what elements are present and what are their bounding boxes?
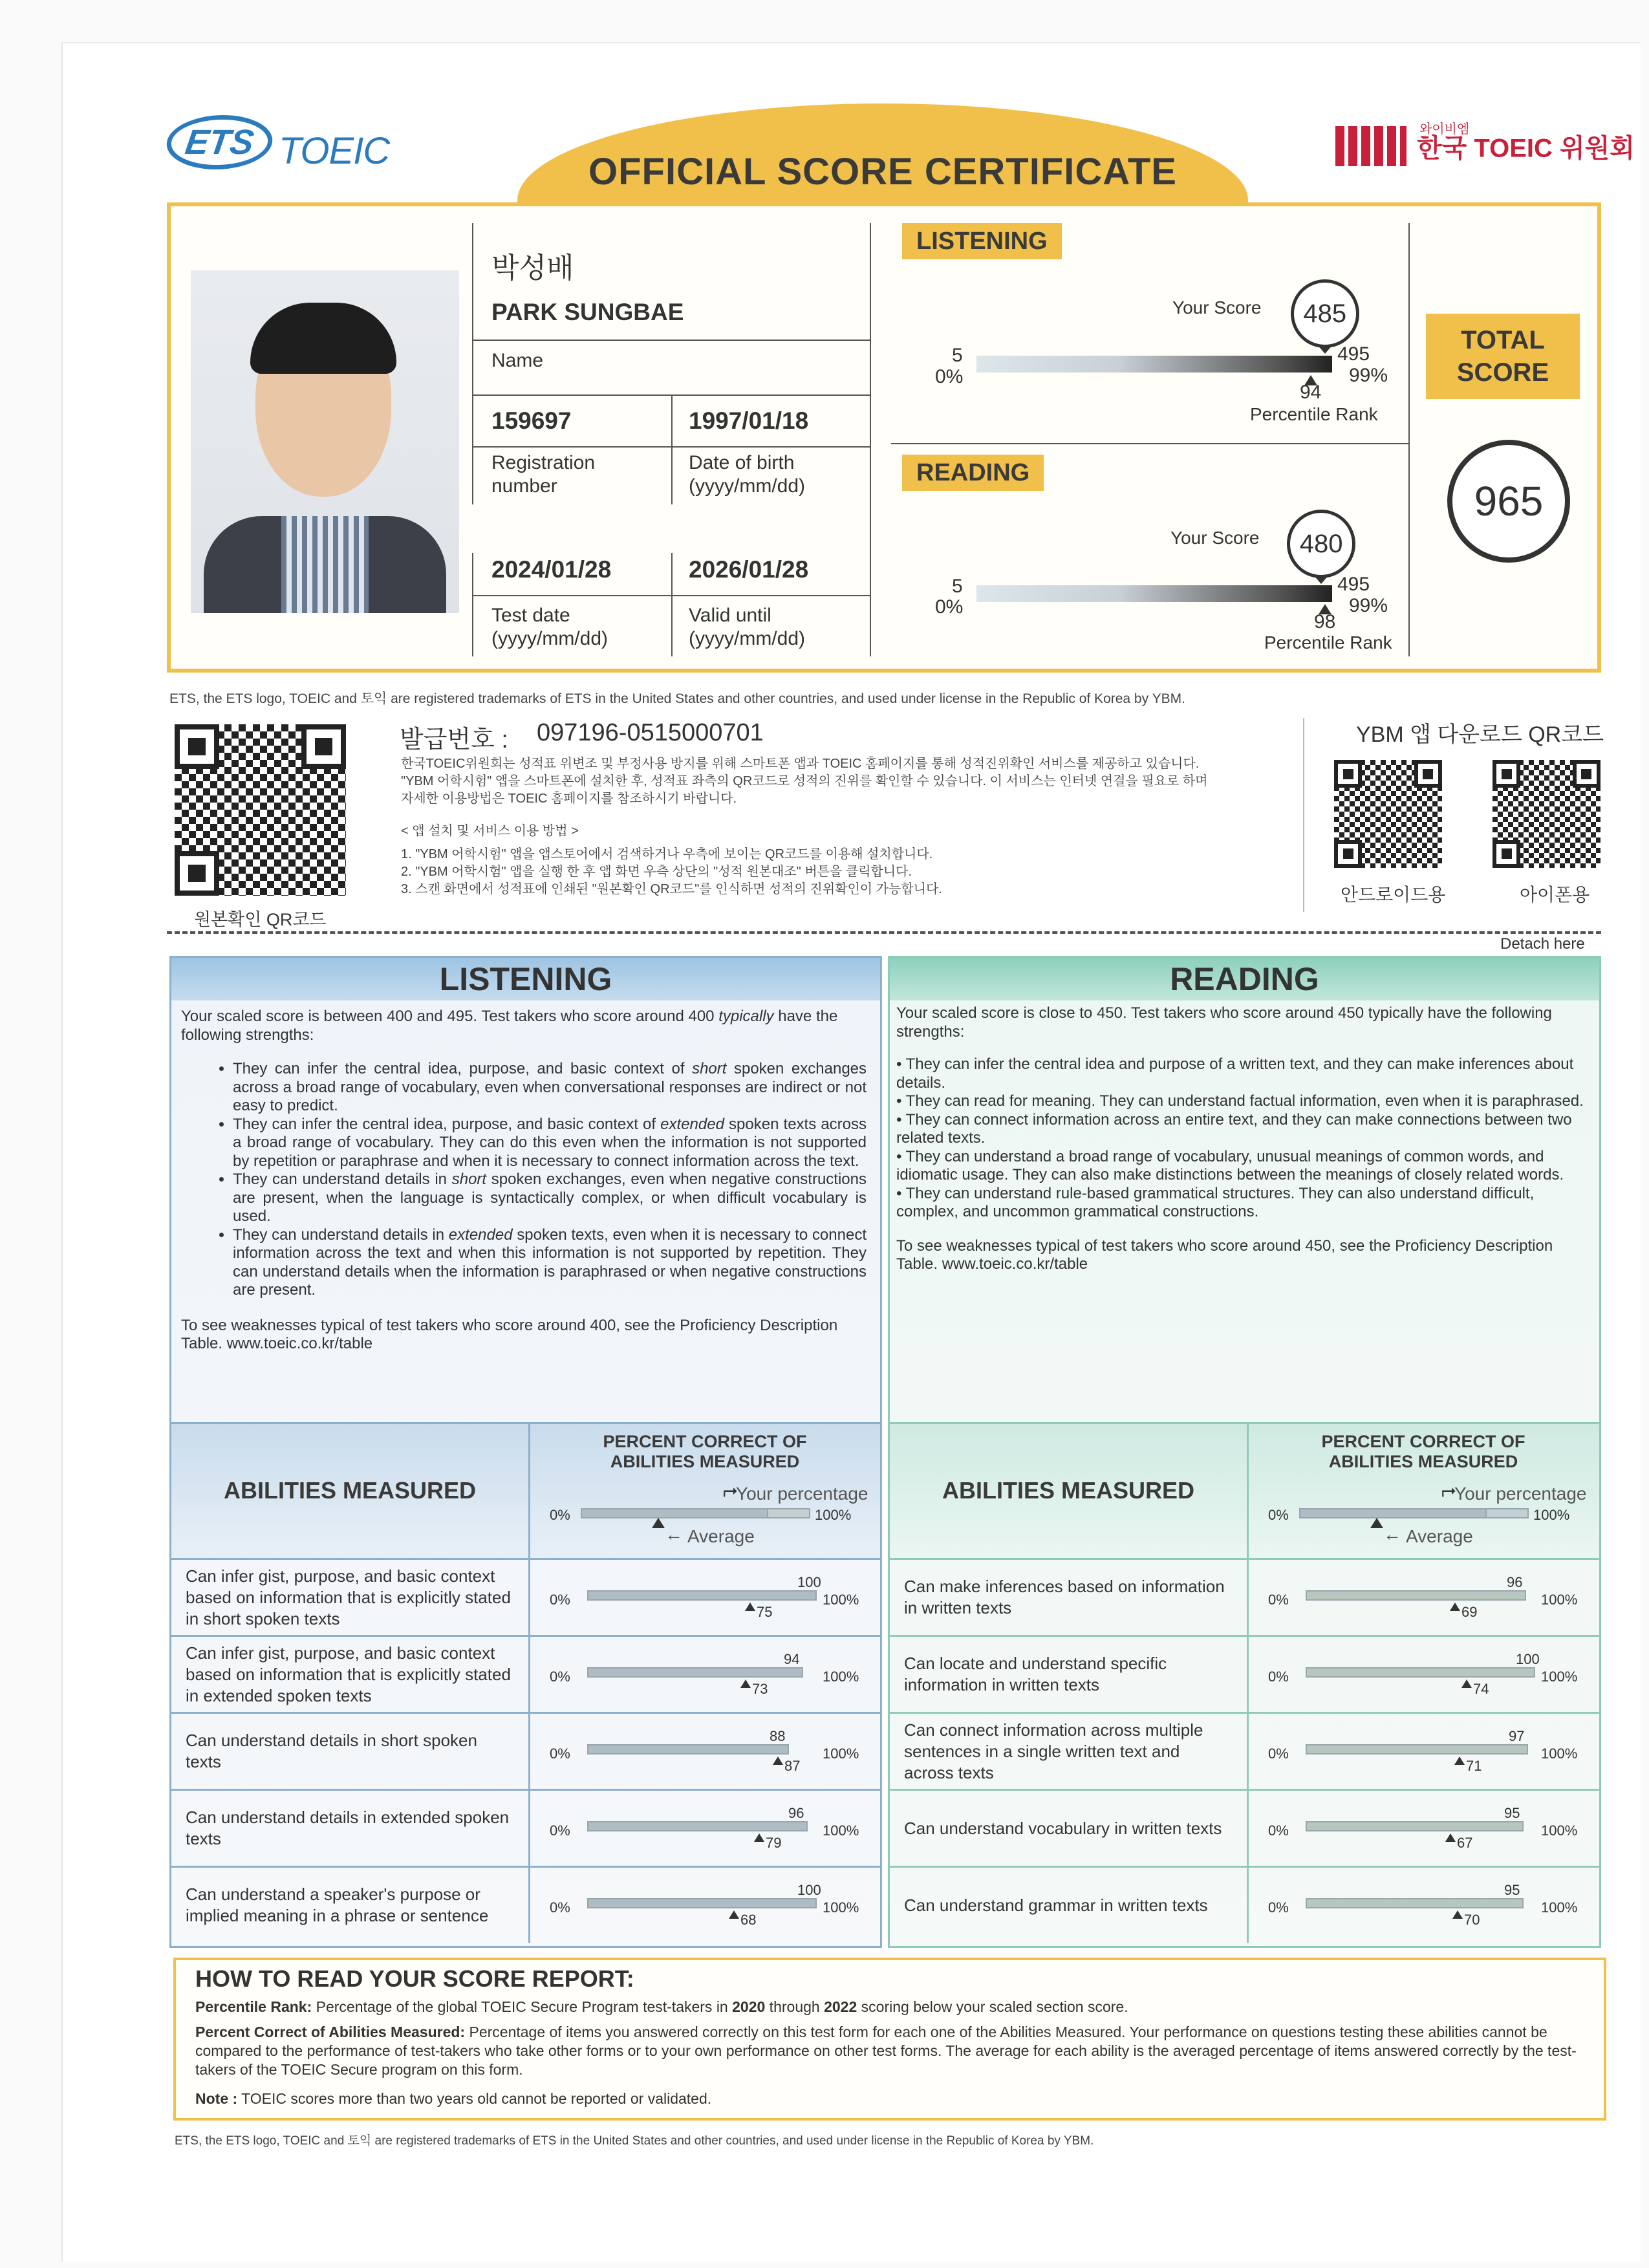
- divider: [472, 340, 870, 341]
- note-explanation: Note : TOEIC scores more than two years old cannot be reported or validated.: [195, 2090, 712, 2107]
- ability-zero-pct: 0%: [1268, 1669, 1289, 1685]
- average-arrow-icon: ←: [665, 1524, 683, 1544]
- ybm-logo: [1335, 122, 1635, 166]
- issue-paragraph-1: 한국TOEIC위원회는 성적표 위변조 및 부정사용 방지를 위해 스마트폰 앱과 TOEIC 홈페이지를 통해 성적진위확인 서비스를 제공하고 있습니다.: [401, 757, 1200, 771]
- divider: [472, 223, 473, 504]
- photo-hair: [250, 303, 396, 374]
- ability-your-bar: [1306, 1821, 1524, 1831]
- your-percentage-legend: Your percentage: [1454, 1484, 1587, 1504]
- listening-percentile: 94: [1300, 382, 1322, 403]
- reading-max-pct: 99%: [1349, 595, 1388, 616]
- qr-finder-icon: [301, 724, 346, 769]
- reading-score-pointer-icon: [1313, 575, 1329, 584]
- total-label-1: TOTAL: [1461, 326, 1545, 354]
- ability-zero-pct: 0%: [550, 1822, 570, 1839]
- page-title: OFFICIAL SCORE CERTIFICATE: [588, 151, 1177, 193]
- listening-strength-3: • They can understand details in short spoken exchanges, even when negative constructions are present, when the language is syntactically complex, or when difficult vocabulary is used.: [233, 1171, 867, 1226]
- ability-hundred-pct: 100%: [823, 1592, 859, 1608]
- reading-percentile-label: Percentile Rank: [1264, 632, 1392, 653]
- ability-label: Can make inferences based on information in written texts: [904, 1577, 1225, 1617]
- legend-bar-fill: [581, 1508, 768, 1518]
- ability-average-marker-icon: [773, 1756, 783, 1765]
- divider: [1303, 718, 1304, 912]
- ability-row: [890, 1789, 1249, 1866]
- ability-average-marker-icon: [754, 1833, 764, 1842]
- registration-label: Registration number: [491, 452, 596, 497]
- ability-score-cell: [530, 1712, 880, 1789]
- arrow-icon: ⮣: [723, 1480, 738, 1500]
- ability-score-cell: [530, 1866, 880, 1943]
- install-step-2: 2. "YBM 어학시험" 앱을 실행 한 후 앱 화면 우측 상단의 "성적 원본대조" 버튼을 클릭합니다.: [401, 865, 912, 879]
- ability-your-value: 100: [797, 1574, 821, 1590]
- ybm-committee-text: 한국 TOEIC 위원회: [1417, 134, 1635, 163]
- listening-tag: LISTENING: [902, 223, 1062, 259]
- divider: [671, 394, 673, 504]
- ability-average-value: 69: [1461, 1604, 1478, 1620]
- listening-description: [181, 1008, 867, 1354]
- qr-finder-icon: [175, 724, 219, 769]
- valid-until-label: Valid until (yyyy/mm/dd): [689, 605, 805, 649]
- ability-hundred-pct: 100%: [1541, 1899, 1578, 1916]
- ability-label: Can connect information across multiple sentences in a single written text and across texts: [904, 1720, 1203, 1782]
- ability-your-value: 95: [1504, 1805, 1520, 1821]
- qr-finder-icon: [1334, 760, 1362, 788]
- registration-number: 159697: [491, 407, 572, 434]
- trademark-notice-bottom: ETS, the ETS logo, TOEIC and 토익 are registered trademarks of ETS in the United States and other countries, and used under license in the Republic of Korea by YBM.: [175, 2134, 1094, 2148]
- how-to-read-box: [173, 1958, 1606, 2121]
- ybm-small-text: 와이비엠: [1419, 122, 1470, 136]
- android-label: 안드로이드용: [1341, 885, 1446, 905]
- ability-hundred-pct: 100%: [1541, 1669, 1578, 1685]
- ability-average-value: 79: [766, 1835, 782, 1851]
- test-date: 2024/01/28: [491, 556, 612, 583]
- legend-hundred-pct: 100%: [1533, 1507, 1570, 1523]
- name-english: PARK SUNGBAE: [491, 299, 684, 325]
- ability-hundred-pct: 100%: [823, 1669, 859, 1685]
- test-date-label: Test date (yyyy/mm/dd): [491, 605, 608, 649]
- ability-average-value: 67: [1457, 1835, 1473, 1851]
- listening-strength-4: • They can understand details in extended spoken texts, even when it is necessary to connect information across the text and when this information is not supported by repetition. They can understand details when the information is paraphrased or when negative constructions are present.: [233, 1226, 867, 1300]
- ability-score-cell: [530, 1789, 880, 1866]
- ability-average-marker-icon: [1445, 1833, 1456, 1842]
- reading-description: [896, 1004, 1591, 1274]
- total-score-tag: [1426, 314, 1580, 399]
- reading-panel-title: READING: [890, 958, 1599, 1000]
- reading-min-pct: 0%: [935, 596, 964, 618]
- reading-strength-4: • They can understand a broad range of vocabulary, unusual meanings of common words, and idiomatic usage. They can also make distinctions between the meanings of closely related words.: [896, 1148, 1591, 1185]
- qr-finder-icon: [1493, 840, 1520, 868]
- ability-score-cell: [1249, 1558, 1599, 1635]
- listening_abilities-measured-header: [171, 1422, 530, 1558]
- ability-average-value: 71: [1466, 1758, 1482, 1774]
- ability-label: Can understand vocabulary in written texts: [904, 1818, 1222, 1838]
- reading-strength-1: • They can infer the central idea and purpose of a written text, and they can make inferences about details.: [896, 1055, 1591, 1092]
- divider: [472, 595, 870, 596]
- ability-label: Can infer gist, purpose, and basic context based on information that is explicitly stated in short spoken texts: [186, 1566, 511, 1628]
- ability-your-value: 100: [797, 1882, 821, 1898]
- legend-zero-pct: 0%: [1268, 1507, 1289, 1523]
- issue-number: 097196-0515000701: [537, 719, 764, 746]
- divider: [1408, 223, 1410, 656]
- install-step-1: 1. "YBM 어학시험" 앱을 앱스토어에서 검색하거나 우측에 보이는 QR코드를 이용해 설치합니다.: [401, 847, 933, 861]
- app-download-title: YBM 앱 다운로드 QR코드: [1356, 722, 1604, 747]
- qr-finder-icon: [1414, 760, 1442, 788]
- listening-intro: Your scaled score is between 400 and 495. Test takers who score around 400 typically have the following strengths:: [181, 1008, 838, 1044]
- ability-average-value: 73: [752, 1681, 768, 1697]
- reading-intro: Your scaled score is close to 450. Test takers who score around 450 typically have the following strengths:: [896, 1004, 1552, 1041]
- ability-row: [171, 1635, 530, 1712]
- candidate-photo: [191, 270, 459, 613]
- ability-average-marker-icon: [745, 1603, 755, 1611]
- ability-row: [171, 1789, 530, 1866]
- verification-qr-code[interactable]: [175, 724, 346, 896]
- name-korean: 박성배: [491, 252, 574, 284]
- listening-strength-1: • They can infer the central idea, purpose, and basic context of short spoken exchanges across a broad range of vocabulary, even when conversational responses are indirect or not easy to predict.: [233, 1060, 867, 1116]
- average-marker-icon: [652, 1518, 665, 1528]
- reading-min: 5: [952, 576, 963, 597]
- listening-score-circle: 485: [1291, 279, 1359, 348]
- listening-outro: To see weaknesses typical of test takers who score around 400, see the Proficiency Description Table. www.toeic.co.kr/table: [181, 1316, 838, 1352]
- ability-score-cell: [1249, 1712, 1599, 1789]
- iphone-label: 아이폰용: [1520, 885, 1590, 905]
- ability-zero-pct: 0%: [1268, 1592, 1289, 1608]
- photo-shirt: [281, 516, 369, 613]
- dob-label: Date of birth (yyyy/mm/dd): [689, 452, 805, 497]
- ability-score-cell: [1249, 1635, 1599, 1712]
- legend-hundred-pct: 100%: [815, 1507, 852, 1523]
- ability-average-marker-icon: [729, 1910, 739, 1919]
- ability-hundred-pct: 100%: [823, 1899, 859, 1916]
- qr-finder-icon: [1573, 760, 1600, 788]
- ability-score-cell: [1249, 1866, 1599, 1943]
- issue-paragraph-3: 자세한 이용방법은 TOEIC 홈페이지를 참조하시기 바랍니다.: [401, 792, 737, 806]
- divider: [891, 443, 1408, 444]
- your-percentage-legend: Your percentage: [736, 1484, 868, 1504]
- abilities-measured-label: ABILITIES MEASURED: [223, 1477, 477, 1504]
- ability-average-value: 68: [740, 1912, 757, 1928]
- legend-zero-pct: 0%: [550, 1507, 570, 1523]
- how-to-read-title: HOW TO READ YOUR SCORE REPORT:: [195, 1965, 634, 1992]
- listening-panel-title: LISTENING: [171, 958, 880, 1000]
- listening-panel: [169, 956, 882, 1948]
- ability-your-bar: [1306, 1590, 1526, 1601]
- ability-row: [171, 1712, 530, 1789]
- divider: [671, 553, 673, 656]
- listening-max-pct: 99%: [1349, 365, 1388, 386]
- ability-zero-pct: 0%: [1268, 1745, 1289, 1762]
- ets-logo: ETS: [163, 115, 276, 169]
- ability-hundred-pct: 100%: [823, 1822, 859, 1839]
- average-legend: Average: [687, 1526, 755, 1546]
- listening-score-bar: [976, 356, 1332, 373]
- listening-max: 495: [1337, 343, 1370, 365]
- ability-zero-pct: 0%: [1268, 1899, 1289, 1916]
- reading-outro: To see weaknesses typical of test takers who score around 450, see the Proficiency Description Table. www.toeic.co.kr/table: [896, 1237, 1553, 1273]
- ability-your-bar: [587, 1744, 789, 1755]
- ability-hundred-pct: 100%: [1541, 1592, 1578, 1608]
- ability-label: Can locate and understand specific information in written texts: [904, 1654, 1167, 1694]
- reading-strength-3: • They can connect information across an entire text, and they can make connections between two related texts.: [896, 1111, 1591, 1148]
- listening-min-pct: 0%: [935, 366, 964, 387]
- qr-finder-icon: [1493, 760, 1520, 788]
- average-legend: Average: [1406, 1526, 1473, 1546]
- ability-average-marker-icon: [1452, 1910, 1463, 1919]
- listening-score-pointer-icon: [1317, 345, 1333, 354]
- ability-label: Can understand details in short spoken texts: [186, 1731, 477, 1771]
- reading_abilities-percent-header: [1249, 1422, 1599, 1558]
- reading-strength-2: • They can read for meaning. They can understand factual information, even when it is paraphrased.: [896, 1092, 1591, 1111]
- qr-finder-icon: [1334, 840, 1362, 868]
- ability-your-value: 95: [1504, 1882, 1520, 1898]
- ability-label: Can understand grammar in written texts: [904, 1895, 1208, 1915]
- ability-zero-pct: 0%: [1268, 1822, 1289, 1839]
- listening-percentile-label: Percentile Rank: [1250, 404, 1378, 424]
- legend-bar-fill: [1299, 1508, 1487, 1518]
- percent-correct-label: PERCENT CORRECT OF ABILITIES MEASURED: [1321, 1432, 1525, 1471]
- ability-average-value: 87: [784, 1758, 801, 1774]
- reading-tag: READING: [902, 455, 1044, 491]
- ability-average-value: 74: [1473, 1681, 1489, 1697]
- ability-average-value: 70: [1464, 1912, 1480, 1928]
- ability-zero-pct: 0%: [550, 1745, 570, 1762]
- ability-your-value: 88: [770, 1728, 786, 1744]
- abilities-measured-label: ABILITIES MEASURED: [942, 1477, 1195, 1504]
- ability-your-bar: [587, 1898, 817, 1908]
- ability-your-value: 94: [784, 1651, 800, 1667]
- qr-finder-icon: [175, 851, 219, 896]
- percent-correct-explanation: Percent Correct of Abilities Measured: Percentage of items you answered correctly on this test form for each one of the Abilities Measured. Your performance on questions testing these abilities cannot be compared to the performance of test-takers who take other forms or to your own performance on other test forms. The average for each ability is the averaged percentage of items answered correctly by the test-takers of the TOEIC Secure program on this form.: [195, 2024, 1577, 2078]
- ability-your-value: 100: [1516, 1651, 1540, 1667]
- ability-your-bar: [1306, 1744, 1528, 1755]
- ets-toeic-logo: [167, 115, 389, 173]
- ability-hundred-pct: 100%: [823, 1745, 859, 1762]
- reading-percentile: 98: [1314, 611, 1336, 632]
- ability-row: [890, 1558, 1249, 1635]
- ability-hundred-pct: 100%: [1541, 1822, 1578, 1839]
- ability-label: Can understand details in extended spoken texts: [186, 1808, 510, 1848]
- ability-your-value: 96: [1507, 1574, 1523, 1590]
- android-app-qr-code[interactable]: [1334, 760, 1442, 868]
- ability-average-marker-icon: [1454, 1756, 1465, 1765]
- toeic-logo: TOEIC: [279, 130, 390, 173]
- issue-paragraph-2: "YBM 어학시험" 앱을 스마트폰에 설치한 후, 성적표 좌측의 QR코드로 성적의 진위를 확인할 수 있습니다. 이 서비스는 인터넷 연결을 필요로 하며: [401, 774, 1208, 788]
- trademark-notice-top: ETS, the ETS logo, TOEIC and 토익 are registered trademarks of ETS in the United States and other countries, and used under license in the Republic of Korea by YBM.: [169, 691, 1185, 706]
- verification-qr-label: 원본확인 QR코드: [194, 910, 327, 929]
- ability-zero-pct: 0%: [550, 1899, 570, 1916]
- divider: [472, 553, 473, 656]
- iphone-app-qr-code[interactable]: [1493, 760, 1600, 868]
- ability-row: [890, 1866, 1249, 1943]
- reading-max: 495: [1337, 574, 1370, 595]
- ybm-mark-icon: [1335, 126, 1406, 166]
- ability-score-cell: [530, 1558, 880, 1635]
- detach-label: Detach here: [1500, 935, 1585, 953]
- reading-score-bar: [976, 585, 1332, 602]
- divider: [472, 394, 870, 396]
- name-label: Name: [491, 350, 544, 371]
- ability-average-value: 75: [757, 1604, 773, 1620]
- ability-row: [171, 1866, 530, 1943]
- total-score: 965: [1447, 440, 1570, 563]
- percentile-rank-explanation: Percentile Rank: Percentage of the global TOEIC Secure Program test-takers in 2020 through 2022 scoring below your scaled section score.: [195, 1998, 1128, 2015]
- average-marker-icon: [1370, 1518, 1383, 1528]
- ability-average-marker-icon: [1450, 1603, 1460, 1611]
- detach-line: [167, 931, 1601, 934]
- ability-average-marker-icon: [740, 1679, 751, 1688]
- divider: [870, 223, 871, 656]
- ability-row: [890, 1635, 1249, 1712]
- ability-hundred-pct: 100%: [1541, 1745, 1578, 1762]
- ability-average-marker-icon: [1461, 1679, 1472, 1688]
- listening-min: 5: [952, 345, 963, 366]
- ability-your-bar: [587, 1667, 803, 1678]
- listening-your-score-label: Your Score: [1172, 297, 1262, 318]
- ability-your-bar: [1306, 1898, 1524, 1908]
- ability-your-value: 96: [788, 1805, 804, 1821]
- ability-label: Can infer gist, purpose, and basic context based on information that is explicitly stated in extended spoken texts: [186, 1643, 511, 1705]
- ability-zero-pct: 0%: [550, 1669, 570, 1685]
- ability-zero-pct: 0%: [550, 1592, 570, 1608]
- install-guide-title: < 앱 설치 및 서비스 이용 방법 >: [401, 824, 579, 838]
- ability-score-cell: [530, 1635, 880, 1712]
- reading-strength-5: • They can understand rule-based grammatical structures. They can also understand difficult, complex, and uncommon grammatical constructions.: [896, 1185, 1591, 1222]
- ability-label: Can understand a speaker's purpose or implied meaning in a phrase or sentence: [186, 1885, 489, 1925]
- ability-row: [890, 1712, 1249, 1789]
- date-of-birth: 1997/01/18: [689, 407, 809, 434]
- ability-row: [171, 1558, 530, 1635]
- ability-score-cell: [1249, 1789, 1599, 1866]
- reading-panel: [888, 956, 1601, 1948]
- percent-correct-label: PERCENT CORRECT OF ABILITIES MEASURED: [603, 1432, 807, 1471]
- ability-your-bar: [1306, 1667, 1535, 1678]
- ability-your-value: 97: [1509, 1728, 1525, 1744]
- issue-number-label: 발급번호 :: [400, 726, 508, 753]
- ability-your-bar: [587, 1821, 808, 1831]
- ability-your-bar: [587, 1590, 817, 1601]
- total-label-2: SCORE: [1456, 358, 1549, 387]
- reading_abilities-measured-header: [890, 1422, 1249, 1558]
- divider: [472, 446, 870, 448]
- listening_abilities-percent-header: [530, 1422, 880, 1558]
- valid-until: 2026/01/28: [689, 556, 809, 583]
- average-arrow-icon: ←: [1383, 1524, 1401, 1544]
- install-step-3: 3. 스캔 화면에서 성적표에 인쇄된 "원본확인 QR코드"를 인식하면 성적의 진위확인이 가능합니다.: [401, 882, 942, 896]
- listening-strength-2: • They can infer the central idea, purpose, and basic context of extended spoken texts across a broad range of vocabulary. They can do this even when the information is not supported by repetition or paraphrase and when it is necessary to connect information across the text.: [233, 1116, 867, 1171]
- reading-your-score-label: Your Score: [1170, 528, 1260, 548]
- arrow-icon: ⮣: [1441, 1480, 1456, 1500]
- reading-score-circle: 480: [1287, 510, 1355, 578]
